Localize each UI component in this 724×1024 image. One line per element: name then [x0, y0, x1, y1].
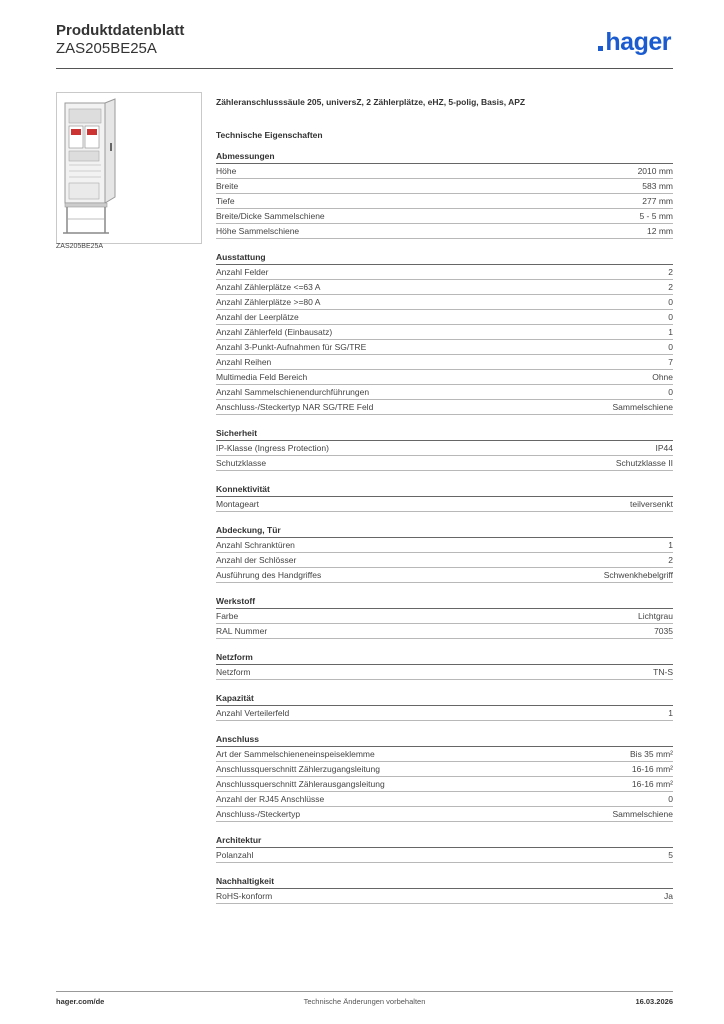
spec-value: IP44: [655, 443, 673, 453]
spec-label: Breite/Dicke Sammelschiene: [216, 211, 325, 221]
spec-row: [216, 848, 673, 863]
spec-value: Ohne: [652, 372, 673, 382]
spec-row: [216, 807, 673, 822]
spec-label: Höhe: [216, 166, 237, 176]
product-image: [56, 92, 202, 244]
spec-row: [216, 209, 673, 224]
spec-section: [216, 595, 673, 639]
spec-row: [216, 325, 673, 340]
spec-label: Anschlussquerschnitt Zählerzugangsleitung: [216, 764, 380, 774]
spec-value: 2010 mm: [637, 166, 673, 176]
spec-label: Anschluss-/Steckertyp NAR SG/TRE Feld: [216, 402, 374, 412]
hager-logo: hager: [598, 28, 671, 57]
spec-value: 0: [668, 794, 673, 804]
spec-section: [216, 483, 673, 512]
footer-disclaimer: Technische Änderungen vorbehalten: [303, 997, 426, 1006]
spec-value: 1: [668, 327, 673, 337]
footer-website[interactable]: hager.com/de: [56, 997, 105, 1006]
spec-value: 277 mm: [642, 196, 673, 206]
spec-row: [216, 568, 673, 583]
footer-divider: [56, 991, 673, 992]
spec-label: Anzahl 3-Punkt-Aufnahmen für SG/TRE: [216, 342, 367, 352]
spec-row: [216, 370, 673, 385]
spec-label: Polanzahl: [216, 850, 254, 860]
spec-value: 2: [668, 267, 673, 277]
document-footer: [56, 997, 673, 1011]
spec-value: Sammelschiene: [612, 809, 673, 819]
spec-label: Anzahl Zählerfeld (Einbausatz): [216, 327, 333, 337]
spec-label: RAL Nummer: [216, 626, 268, 636]
section-title: Anschluss: [216, 733, 673, 747]
spec-value: Bis 35 mm²: [630, 749, 673, 759]
spec-row: [216, 280, 673, 295]
spec-label: Anschlussquerschnitt Zählerausgangsleitung: [216, 779, 385, 789]
spec-value: Schwenkhebelgriff: [603, 570, 673, 580]
spec-row: [216, 224, 673, 239]
spec-label: Multimedia Feld Bereich: [216, 372, 308, 382]
spec-row: [216, 265, 673, 280]
spec-value: Lichtgrau: [638, 611, 673, 621]
spec-row: [216, 762, 673, 777]
spec-row: [216, 179, 673, 194]
spec-label: Höhe Sammelschiene: [216, 226, 300, 236]
spec-label: Tiefe: [216, 196, 235, 206]
header-divider: [56, 68, 673, 69]
spec-section: [216, 875, 673, 904]
spec-value: 0: [668, 297, 673, 307]
image-caption: ZAS205BE25A: [56, 243, 104, 250]
spec-row: [216, 456, 673, 471]
spec-value: TN-S: [653, 667, 673, 677]
spec-value: 2: [668, 555, 673, 565]
spec-value: Sammelschiene: [612, 402, 673, 412]
spec-value: 1: [668, 540, 673, 550]
spec-section: [216, 651, 673, 680]
spec-row: [216, 400, 673, 415]
product-code: ZAS205BE25A: [56, 40, 157, 57]
spec-label: Anzahl Sammelschienendurchführungen: [216, 387, 370, 397]
spec-value: Schutzklasse II: [615, 458, 673, 468]
spec-label: Art der Sammelschieneneinspeiseklemme: [216, 749, 375, 759]
spec-section: [216, 427, 673, 471]
spec-section: [216, 692, 673, 721]
section-title: Abmessungen: [216, 150, 673, 164]
spec-row: [216, 194, 673, 209]
spec-row: [216, 295, 673, 310]
spec-label: Anzahl Felder: [216, 267, 269, 277]
spec-row: [216, 609, 673, 624]
spec-section: [216, 834, 673, 863]
spec-value: 16-16 mm²: [631, 779, 673, 789]
specification-sections: [216, 150, 673, 904]
spec-row: [216, 340, 673, 355]
spec-label: Anzahl Zählerplätze >=80 A: [216, 297, 321, 307]
spec-label: Farbe: [216, 611, 239, 621]
spec-value: 583 mm: [642, 181, 673, 191]
spec-value: teilversenkt: [630, 499, 673, 509]
section-title: Kapazität: [216, 692, 673, 706]
spec-row: [216, 385, 673, 400]
spec-label: Breite: [216, 181, 239, 191]
spec-row: [216, 553, 673, 568]
spec-row: [216, 164, 673, 179]
section-title: Ausstattung: [216, 251, 673, 265]
section-title: Nachhaltigkeit: [216, 875, 673, 889]
spec-section: [216, 524, 673, 583]
logo-dot-icon: [598, 46, 603, 51]
spec-value: 0: [668, 342, 673, 352]
spec-label: Anzahl der Leerplätze: [216, 312, 299, 322]
spec-value: 12 mm: [647, 226, 673, 236]
meter-cabinet-illustration: [57, 93, 201, 243]
section-title: Netzform: [216, 651, 673, 665]
spec-row: [216, 538, 673, 553]
spec-value: 7035: [654, 626, 673, 636]
spec-row: [216, 497, 673, 512]
spec-label: Anzahl der Schlösser: [216, 555, 297, 565]
spec-value: 5: [668, 850, 673, 860]
spec-label: Montageart: [216, 499, 259, 509]
spec-section: [216, 150, 673, 239]
spec-row: [216, 441, 673, 456]
section-title: Abdeckung, Tür: [216, 524, 673, 538]
page-title: Produktdatenblatt: [56, 22, 185, 39]
properties-heading: Technische Eigenschaften: [216, 130, 323, 140]
spec-label: Ausführung des Handgriffes: [216, 570, 322, 580]
spec-label: Anzahl Schranktüren: [216, 540, 295, 550]
spec-row: [216, 889, 673, 904]
product-details: [216, 96, 673, 904]
section-title: Konnektivität: [216, 483, 673, 497]
spec-row: [216, 747, 673, 762]
spec-value: 7: [668, 357, 673, 367]
spec-label: RoHS-konform: [216, 891, 273, 901]
spec-row: [216, 624, 673, 639]
spec-row: [216, 706, 673, 721]
spec-label: IP-Klasse (Ingress Protection): [216, 443, 329, 453]
spec-value: Ja: [664, 891, 673, 901]
spec-row: [216, 777, 673, 792]
spec-value: 16-16 mm²: [631, 764, 673, 774]
spec-label: Anzahl Zählerplätze <=63 A: [216, 282, 321, 292]
product-description: Zähleranschlusssäule 205, universZ, 2 Zählerplätze, eHZ, 5-polig, Basis, APZ: [216, 97, 526, 107]
spec-value: 2: [668, 282, 673, 292]
spec-value: 1: [668, 708, 673, 718]
spec-section: [216, 733, 673, 822]
spec-row: [216, 792, 673, 807]
section-title: Architektur: [216, 834, 673, 848]
section-title: Sicherheit: [216, 427, 673, 441]
spec-value: 0: [668, 387, 673, 397]
spec-section: [216, 251, 673, 415]
spec-label: Anschluss-/Steckertyp: [216, 809, 301, 819]
spec-row: [216, 310, 673, 325]
spec-value: 0: [668, 312, 673, 322]
footer-date: 16.03.2026: [635, 997, 673, 1006]
spec-row: [216, 355, 673, 370]
spec-label: Netzform: [216, 667, 251, 677]
spec-label: Anzahl der RJ45 Anschlüsse: [216, 794, 325, 804]
spec-label: Schutzklasse: [216, 458, 267, 468]
spec-label: Anzahl Verteilerfeld: [216, 708, 290, 718]
document-header: [56, 22, 671, 68]
spec-value: 5 - 5 mm: [639, 211, 673, 221]
spec-label: Anzahl Reihen: [216, 357, 272, 367]
section-title: Werkstoff: [216, 595, 673, 609]
spec-row: [216, 665, 673, 680]
